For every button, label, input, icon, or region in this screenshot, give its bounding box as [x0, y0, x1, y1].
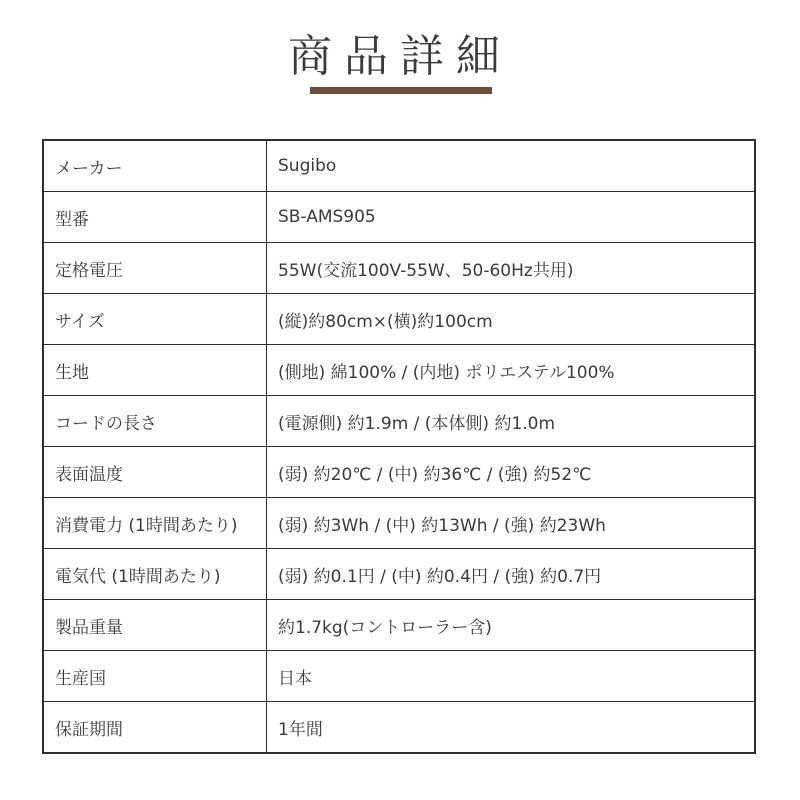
spec-value-power-consumption: (弱) 約3Wh / (中) 約13Wh / (強) 約23Wh — [267, 498, 756, 549]
spec-table — [42, 139, 756, 754]
spec-label-fabric: 生地 — [43, 345, 267, 396]
spec-label-cord-length: コードの長さ — [43, 396, 267, 447]
spec-label-rated-voltage: 定格電圧 — [43, 243, 267, 294]
spec-label-surface-temperature: 表面温度 — [43, 447, 267, 498]
spec-value-size: (縦)約80cm×(横)約100cm — [267, 294, 756, 345]
spec-value-model: SB-AMS905 — [267, 192, 756, 243]
table-row — [43, 294, 755, 345]
spec-label-warranty: 保証期間 — [43, 702, 267, 754]
spec-label-model: 型番 — [43, 192, 267, 243]
spec-value-fabric: (側地) 綿100% / (内地) ポリエステル100% — [267, 345, 756, 396]
spec-label-weight: 製品重量 — [43, 600, 267, 651]
table-row — [43, 498, 755, 549]
table-row — [43, 345, 755, 396]
spec-label-maker: メーカー — [43, 140, 267, 192]
table-row — [43, 549, 755, 600]
table-row — [43, 600, 755, 651]
spec-value-warranty: 1年間 — [267, 702, 756, 754]
spec-value-surface-temperature: (弱) 約20℃ / (中) 約36℃ / (強) 約52℃ — [267, 447, 756, 498]
table-row — [43, 192, 755, 243]
title-underline — [310, 87, 492, 94]
spec-label-power-consumption: 消費電力 (1時間あたり) — [43, 498, 267, 549]
spec-label-country: 生産国 — [43, 651, 267, 702]
spec-value-weight: 約1.7kg(コントローラー含) — [267, 600, 756, 651]
spec-label-size: サイズ — [43, 294, 267, 345]
spec-value-rated-voltage: 55W(交流100V-55W、50-60Hz共用) — [267, 243, 756, 294]
table-row — [43, 140, 755, 192]
spec-value-electricity-cost: (弱) 約0.1円 / (中) 約0.4円 / (強) 約0.7円 — [267, 549, 756, 600]
page-title: 商品詳細 — [288, 31, 512, 82]
spec-value-cord-length: (電源側) 約1.9m / (本体側) 約1.0m — [267, 396, 756, 447]
table-row — [43, 396, 755, 447]
spec-value-maker: Sugibo — [267, 140, 756, 192]
spec-label-electricity-cost: 電気代 (1時間あたり) — [43, 549, 267, 600]
table-row — [43, 447, 755, 498]
table-row — [43, 651, 755, 702]
table-row — [43, 243, 755, 294]
spec-value-country: 日本 — [267, 651, 756, 702]
table-row — [43, 702, 755, 754]
